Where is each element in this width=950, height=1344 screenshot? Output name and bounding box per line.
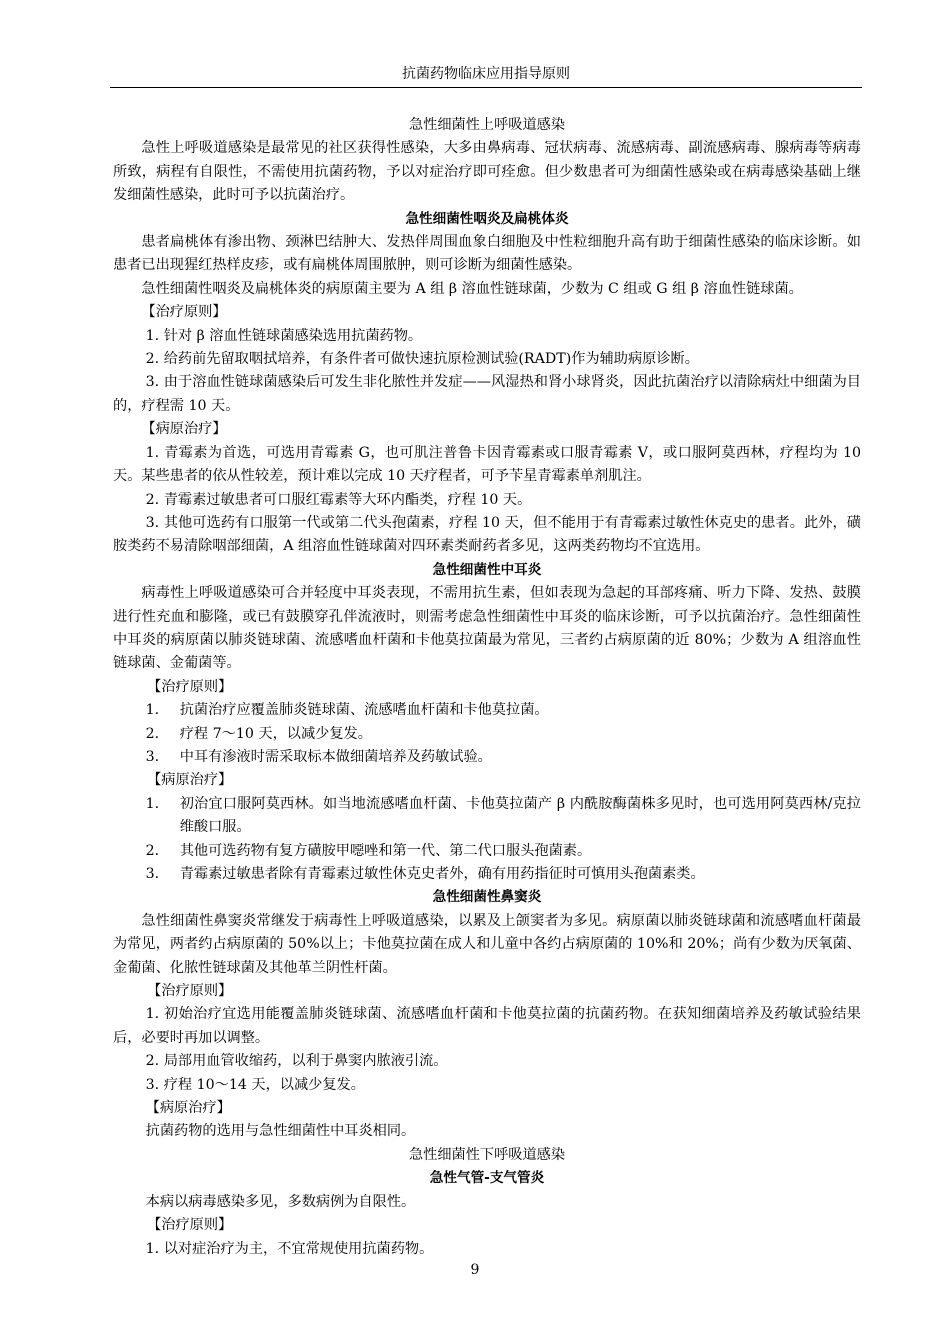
header-rule: [110, 87, 862, 88]
urti-intro: 急性上呼吸道感染是最常见的社区获得性感染，大多由鼻病毒、冠状病毒、流感病毒、副流感病毒、腺病毒等病毒所致，病程有自限性，不需使用抗菌药物，予以对症治疗即可痊愈。但少数患者可为细菌性感染或在病毒感染基础上继发细菌性感染，此时可予以抗菌治疗。: [113, 140, 861, 204]
pharyngitis-principle: 1. 针对 β 溶血性链球菌感染选用抗菌药物。: [145, 327, 423, 344]
pharyngitis-principles-label: 【治疗原则】: [141, 304, 227, 321]
list-text: 初治宜口服阿莫西林。如当地流感嗜血杆菌、卡他莫拉菌产 β 内酰胺酶菌株多见时，也可选用阿莫西林/克拉维酸口服。: [179, 795, 861, 836]
sinusitis-principle: 3. 疗程 10～14 天，以减少复发。: [145, 1076, 365, 1093]
sinusitis-principle: 2. 局部用血管收缩药，以利于鼻窦内脓液引流。: [145, 1053, 448, 1070]
otitis-principle: [113, 723, 861, 746]
list-text: 中耳有渗液时需采取标本做细菌培养及药敏试验。: [179, 748, 492, 765]
subsection-title-sinusitis: 急性细菌性鼻窦炎: [432, 889, 542, 906]
otitis-treatment: [113, 863, 861, 886]
pharyngitis-paragraph: 患者扁桃体有渗出物、颈淋巴结肿大、发热伴周围血象白细胞及中性粒细胞升高有助于细菌性感染的临床诊断。如患者已出现猩红热样皮疹，或有扁桃体周围脓肿，则可诊断为细菌性感染。: [113, 234, 861, 274]
list-number: 3.: [145, 866, 160, 882]
page-number: 9: [470, 1262, 480, 1278]
list-number: 1.: [145, 702, 160, 719]
list-text: 其他可选药物有复方磺胺甲噁唑和第一代、第二代口服头孢菌素。: [179, 842, 592, 859]
list-text: 疗程 7～10 天，以减少复发。: [179, 725, 372, 742]
pharyngitis-paragraph: 急性细菌性咽炎及扁桃体炎的病原菌主要为 A 组 β 溶血性链球菌，少数为 C 组或 G 组 β 溶血性链球菌。: [141, 280, 803, 297]
list-number: 3.: [145, 748, 160, 765]
list-text: 青霉素过敏患者除有青霉素过敏性休克史者外，确有用药指征时可慎用头孢菌素类。: [179, 866, 705, 882]
list-number: 1.: [145, 795, 160, 812]
otitis-treatment: [113, 793, 861, 840]
pharyngitis-treatment: 1. 青霉素为首选，可选用青霉素 G，也可肌注普鲁卡因青霉素或口服青霉素 V，或口服阿莫西林，疗程均为 10 天。某些患者的依从性较差，预计难以完成 10 天疗程者，可予苄星青霉素单剂肌注。: [113, 444, 861, 485]
pharyngitis-treatment: 2. 青霉素过敏患者可口服红霉素等大环内酯类，疗程 10 天。: [145, 491, 532, 508]
otitis-treatment: [113, 840, 861, 863]
list-text: 抗菌治疗应覆盖肺炎链球菌、流感嗜血杆菌和卡他莫拉菌。: [179, 702, 549, 719]
bronchitis-principle: 1. 以对症治疗为主，不宜常规使用抗菌药物。: [145, 1240, 434, 1257]
list-number: 2.: [145, 842, 160, 859]
otitis-principle: [113, 699, 861, 722]
sinusitis-principles-label: 【治疗原则】: [147, 983, 233, 1000]
sinusitis-treatment-label: 【病原治疗】: [145, 1100, 231, 1117]
subsection-title-bronchitis: 急性气管-支气管炎: [429, 1170, 545, 1187]
otitis-paragraph: 病毒性上呼吸道感染可合并轻度中耳炎表现，不需用抗生素，但如表现为急起的耳部疼痛、听力下降、发热、鼓膜进行性充血和膨隆，或已有鼓膜穿孔伴流液时，则需考虑急性细菌性中耳炎的临床诊断，可予以抗菌治疗。急性细菌性中耳炎的病原菌以肺炎链球菌、流感嗜血杆菌和卡他莫拉菌最为常见，三者约占病原菌的近 80%；少数为 A 组溶血性链球菌、金葡菌等。: [113, 585, 861, 672]
otitis-principles-label: 【治疗原则】: [147, 678, 233, 695]
running-header: 抗菌药物临床应用指导原则: [402, 66, 570, 82]
bronchitis-paragraph: 本病以病毒感染多见，多数病例为自限性。: [145, 1193, 416, 1210]
section-title-urti: 急性细菌性上呼吸道感染: [408, 117, 566, 133]
sinusitis-treatment: 抗菌药物的选用与急性细菌性中耳炎相同。: [145, 1123, 416, 1140]
subsection-title-pharyngitis: 急性细菌性咽炎及扁桃体炎: [405, 210, 569, 227]
subsection-title-otitis: 急性细菌性中耳炎: [432, 561, 542, 578]
pharyngitis-principle: 3. 由于溶血性链球菌感染后可发生非化脓性并发症——风湿热和肾小球肾炎，因此抗菌治疗以清除病灶中细菌为目的，疗程需 10 天。: [113, 374, 861, 414]
pharyngitis-treatment: 3. 其他可选药有口服第一代或第二代头孢菌素，疗程 10 天，但不能用于有青霉素过敏性休克史的患者。此外，磺胺类药不易清除咽部细菌，A 组溶血性链球菌对四环素类耐药者多见，这两类药物均不宜选用。: [113, 514, 861, 555]
otitis-treatment-label: 【病原治疗】: [147, 772, 233, 789]
sinusitis-paragraph: 急性细菌性鼻窦炎常继发于病毒性上呼吸道感染，以累及上颌窦者为多见。病原菌以肺炎链球菌和流感嗜血杆菌最为常见，两者约占病原菌的 50%以上；卡他莫拉菌在成人和儿童中各约占病原菌的 10%和 20%；尚有少数为厌氧菌、金葡菌、化脓性链球菌及其他革兰阴性杆菌。: [113, 912, 861, 976]
page-body: [113, 114, 861, 1261]
pharyngitis-principle: 2. 给药前先留取咽拭培养，有条件者可做快速抗原检测试验(RADT)作为辅助病原诊断。: [145, 351, 699, 368]
otitis-principle: [113, 746, 861, 769]
pharyngitis-treatment-label: 【病原治疗】: [141, 421, 227, 438]
list-number: 2.: [145, 725, 160, 742]
bronchitis-principles-label: 【治疗原则】: [147, 1217, 233, 1234]
section-title-lrti: 急性细菌性下呼吸道感染: [408, 1146, 566, 1163]
sinusitis-principle: 1. 初始治疗宜选用能覆盖肺炎链球菌、流感嗜血杆菌和卡他莫拉菌的抗菌药物。在获知细菌培养及药敏试验结果后，必要时再加以调整。: [113, 1006, 861, 1046]
